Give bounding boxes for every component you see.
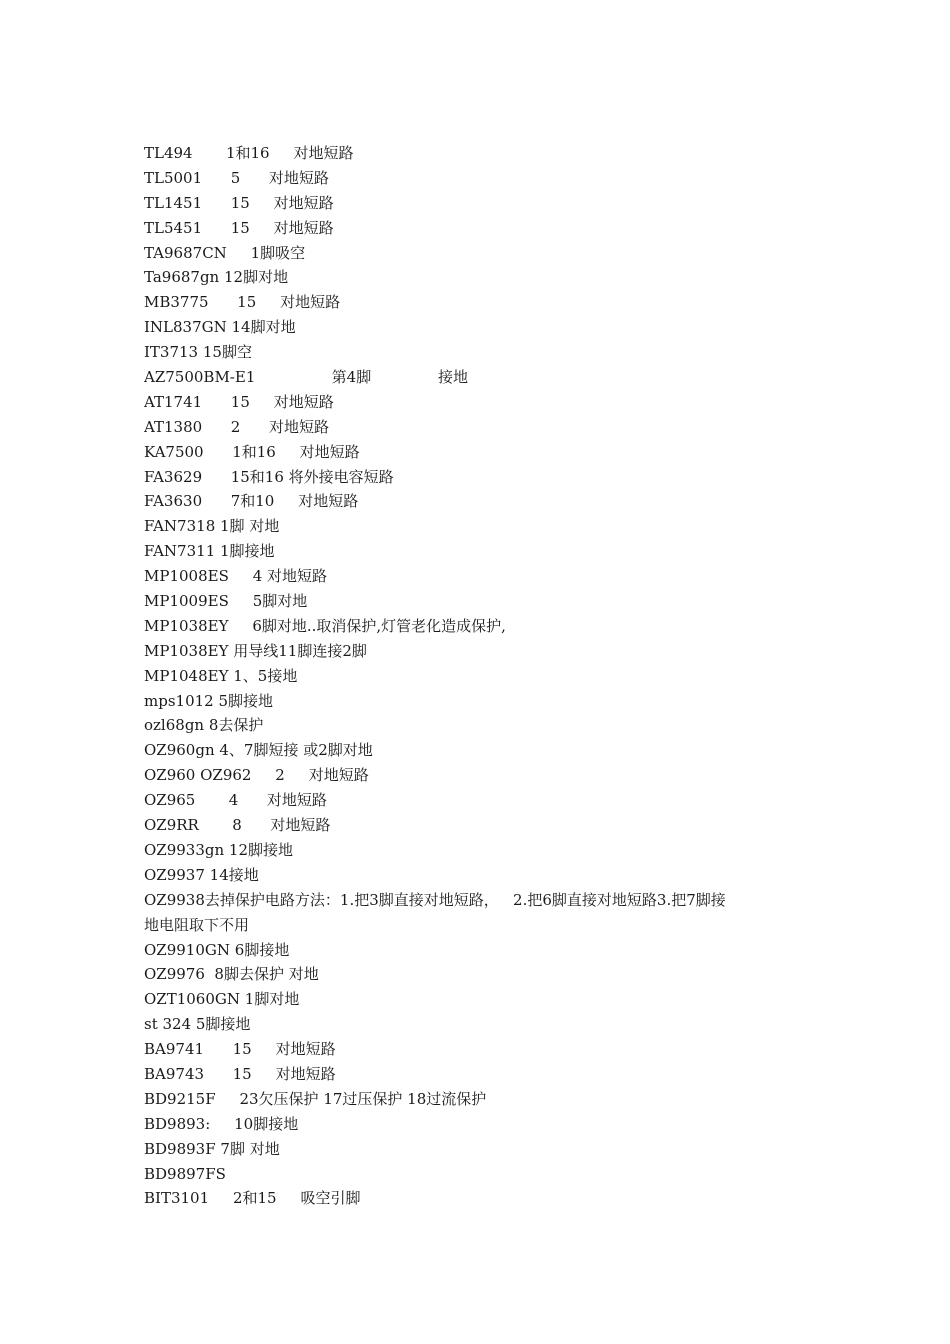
text-line: BA9741 15 对地短路 bbox=[144, 1040, 336, 1059]
text-line: TA9687CN 1脚吸空 bbox=[144, 243, 306, 262]
text-line: AZ7500BM-E1 第4脚 接地 bbox=[144, 368, 468, 387]
text-line: OZ960 OZ962 2 对地短路 bbox=[144, 766, 369, 785]
text-line: KA7500 1和16 对地短路 bbox=[144, 442, 360, 461]
text-line: TL494 1和16 对地短路 bbox=[144, 144, 354, 162]
text-line: st 324 5脚接地 bbox=[144, 1015, 251, 1034]
text-line: BIT3101 2和15 吸空引脚 bbox=[144, 1189, 361, 1208]
text-line: MP1009ES 5脚对地 bbox=[144, 592, 308, 611]
text-line: MP1008ES 4 对地短路 bbox=[144, 567, 328, 586]
text-line: OZ9933gn 12脚接地 bbox=[144, 840, 294, 859]
text-line: OZ9RR 8 对地短路 bbox=[144, 816, 331, 835]
text-line: OZ9938去掉保护电路方法：1.把3脚直接对地短路， 2.把6脚直接对地短路3.把7脚接 bbox=[144, 890, 726, 909]
text-line: TL5451 15 对地短路 bbox=[144, 218, 334, 237]
text-line: OZT1060GN 1脚对地 bbox=[144, 990, 300, 1009]
text-line: BD9897FS bbox=[144, 1164, 226, 1183]
text-line: FA3629 15和16 将外接电容短路 bbox=[144, 467, 394, 486]
text-line: BD9893F 7脚 对地 bbox=[144, 1139, 280, 1158]
text-line: OZ960gn 4、7脚短接 或2脚对地 bbox=[144, 741, 373, 760]
text-line: MP1048EY 1、5接地 bbox=[144, 666, 298, 685]
text-line: BD9893: 10脚接地 bbox=[144, 1114, 299, 1133]
text-line: Ta9687gn 12脚对地 bbox=[144, 268, 289, 287]
text-line: ozl68gn 8去保护 bbox=[144, 716, 264, 735]
text-line: MP1038EY 6脚对地..取消保护,灯管老化造成保护, bbox=[144, 616, 506, 635]
text-line: MB3775 15 对地短路 bbox=[144, 293, 341, 312]
text-line: OZ965 4 对地短路 bbox=[144, 791, 327, 810]
text-line: 地电阻取下不用 bbox=[144, 915, 250, 934]
text-line: FAN7311 1脚接地 bbox=[144, 542, 275, 561]
text-line: INL837GN 14脚对地 bbox=[144, 318, 296, 337]
text-line: BD9215F 23欠压保护 17过压保护 18过流保护 bbox=[144, 1089, 487, 1108]
text-line: OZ9976 8脚去保护 对地 bbox=[144, 965, 319, 984]
text-line: TL5001 5 对地短路 bbox=[144, 168, 329, 187]
text-line: OZ9910GN 6脚接地 bbox=[144, 940, 290, 959]
text-line: IT3713 15脚空 bbox=[144, 343, 252, 362]
text-line: FA3630 7和10 对地短路 bbox=[144, 492, 359, 511]
text-line: MP1038EY 用导线11脚连接2脚 bbox=[144, 641, 367, 660]
text-line: AT1380 2 对地短路 bbox=[144, 417, 329, 436]
text-line: AT1741 15 对地短路 bbox=[144, 392, 334, 411]
text-line: TL1451 15 对地短路 bbox=[144, 193, 334, 212]
text-line: mps1012 5脚接地 bbox=[144, 691, 274, 710]
ic-protection-pin-list bbox=[144, 141, 814, 1211]
text-line: FAN7318 1脚 对地 bbox=[144, 517, 280, 536]
text-line: BA9743 15 对地短路 bbox=[144, 1064, 336, 1083]
text-line: OZ9937 14接地 bbox=[144, 865, 259, 884]
